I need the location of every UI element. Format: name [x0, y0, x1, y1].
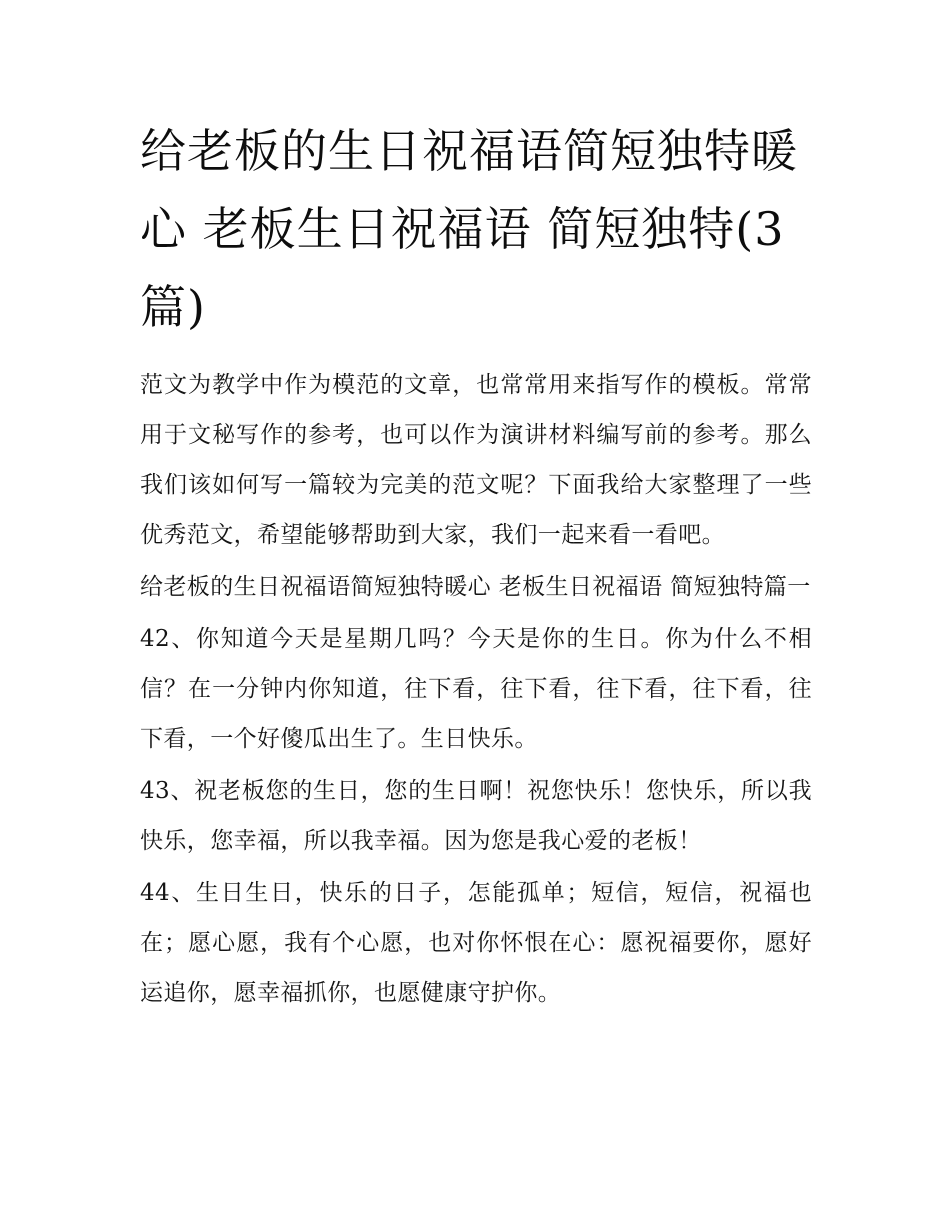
- intro-paragraph: 范文为教学中作为模范的文章，也常常用来指写作的模板。常常用于文秘写作的参考，也可以作为演讲材料编写前的参考。那么我们该如何写一篇较为完美的范文呢？下面我给大家整理了一些优秀范文，希望能够帮助到大家，我们一起来看一看吧。: [140, 372, 812, 548]
- section-heading: 给老板的生日祝福语简短独特暖心 老板生日祝福语 简短独特篇一: [140, 574, 811, 600]
- list-item: 44、生日生日，快乐的日子，怎能孤单；短信，短信，祝福也在；愿心愿，我有个心愿，也对你怀恨在心：愿祝福要你，愿好运追你，愿幸福抓你，也愿健康守护你。: [140, 880, 812, 1006]
- list-item: 42、你知道今天是星期几吗？今天是你的生日。你为什么不相信？在一分钟内你知道，往下看，往下看，往下看，往下看，往下看，一个好傻瓜出生了。生日快乐。: [140, 626, 812, 752]
- document-title: 给老板的生日祝福语简短独特暖心 老板生日祝福语 简短独特(3 篇): [140, 124, 798, 334]
- document-page: [140, 112, 812, 1018]
- list-item: 43、祝老板您的生日，您的生日啊！祝您快乐！您快乐，所以我快乐，您幸福，所以我幸福。因为您是我心爱的老板！: [140, 778, 812, 854]
